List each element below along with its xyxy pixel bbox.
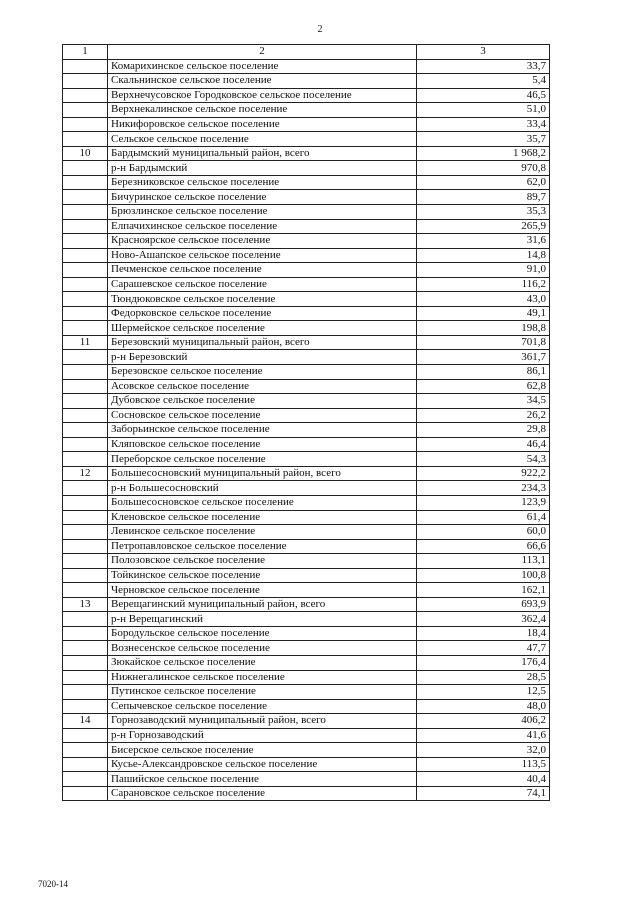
header-col-3: 3 [417,45,550,60]
table-row [63,219,550,234]
table-row [63,437,550,452]
row-number [63,510,108,525]
table-row [63,554,550,569]
row-number [63,786,108,801]
table-row [63,117,550,132]
table-row [63,670,550,685]
row-value: 361,7 [417,350,550,365]
table-row [63,335,550,350]
row-name: Левинское сельское поселение [108,525,417,540]
table-row [63,277,550,292]
table-row [63,379,550,394]
row-name: Верещагинский муниципальный район, всего [108,597,417,612]
row-value: 35,7 [417,132,550,147]
row-number [63,481,108,496]
row-value: 406,2 [417,714,550,729]
row-number [63,743,108,758]
row-number [63,306,108,321]
row-name: Нижнегалинское сельское поселение [108,670,417,685]
row-name: Сарановское сельское поселение [108,786,417,801]
table-row [63,88,550,103]
row-number [63,408,108,423]
row-value: 1 968,2 [417,146,550,161]
row-name: Березниковское сельское поселение [108,175,417,190]
table-row [63,757,550,772]
row-name: р-н Березовский [108,350,417,365]
footer-code: 7020-14 [38,879,68,889]
row-number: 12 [63,466,108,481]
row-number [63,88,108,103]
table-row [63,597,550,612]
table-row [63,495,550,510]
table-row [63,525,550,540]
row-name: Березовское сельское поселение [108,365,417,380]
table-row [63,685,550,700]
table-row [63,350,550,365]
row-value: 46,4 [417,437,550,452]
row-number [63,554,108,569]
table-row [63,234,550,249]
row-name: Сепычевское сельское поселение [108,699,417,714]
row-number [63,175,108,190]
row-value: 123,9 [417,495,550,510]
row-name: Петропавловское сельское поселение [108,539,417,554]
row-number [63,292,108,307]
table-row [63,539,550,554]
row-name: Заборьинское сельское поселение [108,423,417,438]
row-number [63,205,108,220]
row-name: Путинское сельское поселение [108,685,417,700]
row-value: 26,2 [417,408,550,423]
row-number [63,539,108,554]
row-value: 34,5 [417,394,550,409]
row-value: 12,5 [417,685,550,700]
row-name: Тюндюковское сельское поселение [108,292,417,307]
row-name: Тойкинское сельское поселение [108,568,417,583]
row-name: Ново-Ашапское сельское поселение [108,248,417,263]
table-row [63,641,550,656]
row-name: Сосновское сельское поселение [108,408,417,423]
row-value: 61,4 [417,510,550,525]
row-number [63,626,108,641]
row-number [63,728,108,743]
table-row [63,466,550,481]
table-row [63,175,550,190]
row-name: Черновское сельское поселение [108,583,417,598]
row-number [63,277,108,292]
row-value: 47,7 [417,641,550,656]
table-row [63,132,550,147]
row-number [63,612,108,627]
row-value: 265,9 [417,219,550,234]
table-row [63,655,550,670]
row-value: 48,0 [417,699,550,714]
row-name: Бисерское сельское поселение [108,743,417,758]
row-value: 32,0 [417,743,550,758]
row-number [63,495,108,510]
row-name: Горнозаводский муниципальный район, всего [108,714,417,729]
row-number [63,74,108,89]
row-number [63,219,108,234]
row-name: Никифоровское сельское поселение [108,117,417,132]
row-value: 176,4 [417,655,550,670]
table-row [63,568,550,583]
row-value: 29,8 [417,423,550,438]
table-row [63,583,550,598]
row-value: 35,3 [417,205,550,220]
row-name: Верхнечусовское Городковское сельское поселение [108,88,417,103]
table-row [63,743,550,758]
table-row [63,714,550,729]
row-name: Большесосновский муниципальный район, всего [108,466,417,481]
row-name: Печменское сельское поселение [108,263,417,278]
row-name: Полозовское сельское поселение [108,554,417,569]
row-number [63,452,108,467]
row-value: 91,0 [417,263,550,278]
row-value: 51,0 [417,103,550,118]
row-value: 62,0 [417,175,550,190]
row-value: 162,1 [417,583,550,598]
row-number [63,583,108,598]
row-number [63,685,108,700]
row-name: р-н Горнозаводский [108,728,417,743]
row-value: 46,5 [417,88,550,103]
row-value: 100,8 [417,568,550,583]
table-row [63,161,550,176]
row-value: 693,9 [417,597,550,612]
table-row [63,699,550,714]
row-name: Пашийское сельское поселение [108,772,417,787]
table-row [63,452,550,467]
row-value: 18,4 [417,626,550,641]
row-name: Бардымский муниципальный район, всего [108,146,417,161]
row-name: Переборское сельское поселение [108,452,417,467]
row-name: Кляповское сельское поселение [108,437,417,452]
row-value: 970,8 [417,161,550,176]
row-number [63,263,108,278]
row-name: Бичуринское сельское поселение [108,190,417,205]
row-name: Березовский муниципальный район, всего [108,335,417,350]
table-row [63,626,550,641]
row-number [63,641,108,656]
row-number: 10 [63,146,108,161]
table-row [63,772,550,787]
row-number: 11 [63,335,108,350]
table-row [63,306,550,321]
table-row [63,786,550,801]
row-number [63,699,108,714]
row-number [63,59,108,74]
table-row [63,103,550,118]
row-name: Елпачихинское сельское поселение [108,219,417,234]
table-row [63,59,550,74]
row-value: 362,4 [417,612,550,627]
row-value: 113,1 [417,554,550,569]
row-value: 41,6 [417,728,550,743]
row-value: 74,1 [417,786,550,801]
row-number [63,190,108,205]
table-row [63,728,550,743]
row-number [63,117,108,132]
row-number [63,365,108,380]
table-row [63,292,550,307]
row-name: Кусье-Александровское сельское поселение [108,757,417,772]
row-number: 13 [63,597,108,612]
row-value: 40,4 [417,772,550,787]
table-row [63,481,550,496]
table-row [63,146,550,161]
table-row [63,394,550,409]
row-value: 5,4 [417,74,550,89]
row-value: 33,7 [417,59,550,74]
row-name: Большесосновское сельское поселение [108,495,417,510]
table-row [63,205,550,220]
row-name: Скальнинское сельское поселение [108,74,417,89]
row-name: Асовское сельское поселение [108,379,417,394]
row-value: 60,0 [417,525,550,540]
row-value: 89,7 [417,190,550,205]
row-value: 54,3 [417,452,550,467]
row-name: р-н Бардымский [108,161,417,176]
table-row [63,612,550,627]
row-value: 198,8 [417,321,550,336]
row-name: Вознесенское сельское поселение [108,641,417,656]
row-name: Бородульское сельское поселение [108,626,417,641]
row-number [63,670,108,685]
table-row [63,190,550,205]
row-number [63,757,108,772]
row-value: 701,8 [417,335,550,350]
row-name: Красноярское сельское поселение [108,234,417,249]
row-value: 62,8 [417,379,550,394]
row-number [63,132,108,147]
row-name: Дубовское сельское поселение [108,394,417,409]
row-value: 31,6 [417,234,550,249]
row-number [63,379,108,394]
row-name: р-н Верещагинский [108,612,417,627]
row-name: Сарашевское сельское поселение [108,277,417,292]
row-value: 43,0 [417,292,550,307]
row-number [63,437,108,452]
table-row [63,408,550,423]
row-number [63,234,108,249]
row-name: Федорковское сельское поселение [108,306,417,321]
row-name: Кленовское сельское поселение [108,510,417,525]
row-name: Верхнекалинское сельское поселение [108,103,417,118]
row-value: 86,1 [417,365,550,380]
row-name: Комарихинское сельское поселение [108,59,417,74]
header-col-2: 2 [108,45,417,60]
row-value: 49,1 [417,306,550,321]
row-number [63,525,108,540]
budget-table [62,44,550,801]
table-row [63,365,550,380]
row-value: 33,4 [417,117,550,132]
table-row [63,321,550,336]
row-number [63,655,108,670]
row-number: 14 [63,714,108,729]
table-row [63,510,550,525]
row-number [63,321,108,336]
row-name: Шермейское сельское поселение [108,321,417,336]
table-row [63,423,550,438]
row-name: р-н Большесосновский [108,481,417,496]
header-col-1: 1 [63,45,108,60]
table-header-row [63,45,550,60]
row-value: 113,5 [417,757,550,772]
row-value: 116,2 [417,277,550,292]
row-number [63,394,108,409]
row-value: 234,3 [417,481,550,496]
page-number: 2 [317,24,323,35]
row-number [63,568,108,583]
row-number [63,161,108,176]
table-row [63,74,550,89]
table-row [63,248,550,263]
row-number [63,772,108,787]
table-row [63,263,550,278]
row-number [63,103,108,118]
row-number [63,248,108,263]
row-number [63,423,108,438]
row-value: 28,5 [417,670,550,685]
row-value: 922,2 [417,466,550,481]
row-value: 14,8 [417,248,550,263]
row-name: Сельское сельское поселение [108,132,417,147]
row-number [63,350,108,365]
row-name: Брюзлинское сельское поселение [108,205,417,220]
row-name: Зюкайское сельское поселение [108,655,417,670]
row-value: 66,6 [417,539,550,554]
